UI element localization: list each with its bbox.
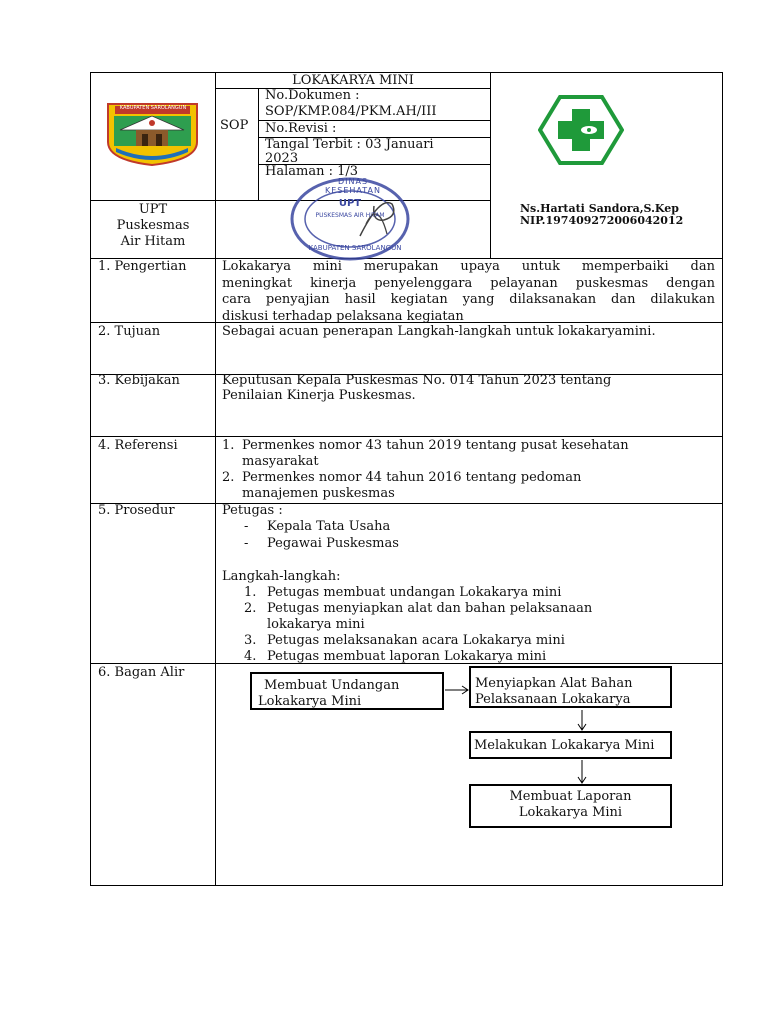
regency-logo-text: KABUPATEN SAROLANGUN	[119, 105, 187, 111]
flow-arrow-down-1	[578, 710, 586, 730]
step-text: Petugas membuat laporan Lokakarya mini	[267, 649, 547, 664]
petugas-dash: -	[244, 519, 249, 534]
flow-arrows	[440, 680, 600, 790]
step-number: 3.	[244, 633, 257, 648]
referensi-item-2: Permenkes nomor 44 tahun 2016 tentang pedoman	[242, 470, 582, 485]
flow-box-line: Membuat Undangan	[264, 678, 400, 693]
referensi-item-2-cont: manajemen puskesmas	[242, 486, 395, 501]
sop-divider	[258, 88, 259, 200]
doc-title: LOKAKARYA MINI	[292, 73, 414, 88]
flow-box-laporan	[469, 784, 672, 828]
stamp-bottom-text: KABUPATEN SAROLANGUN	[308, 244, 402, 252]
section-label-bagan-alir: 6. Bagan Alir	[98, 665, 185, 680]
flow-box-line: Membuat Laporan	[509, 789, 632, 804]
petugas-dash: -	[244, 536, 249, 551]
kebijakan-line2: Penilaian Kinerja Puskesmas.	[222, 388, 416, 403]
flow-box-line: Melakukan Lokakarya Mini	[474, 738, 655, 753]
sop-label: SOP	[220, 118, 249, 133]
petugas-label: Petugas :	[222, 503, 283, 518]
signer-nip: NIP.197409272006042012	[520, 214, 684, 227]
pengertian-line: diskusi terhadap pelaksana kegiatan	[222, 308, 464, 324]
signer-name: Ns.Hartati Sandora,S.Kep	[520, 202, 679, 215]
health-cross-logo	[538, 95, 624, 165]
step-text: Petugas melaksanakan acara Lokakarya mini	[267, 633, 565, 648]
langkah-label: Langkah-langkah:	[222, 569, 341, 584]
referensi-item-1-cont: masyarakat	[242, 454, 319, 469]
step-text-cont: lokakarya mini	[267, 617, 365, 632]
referensi-item-number: 2.	[222, 470, 235, 485]
pengertian-line: Lokakarya mini merupakan upaya untuk memperbaiki dan	[222, 259, 715, 274]
section-label-pengertian: 1. Pengertian	[98, 259, 187, 274]
border-left	[90, 72, 91, 886]
issue-date: Tangal Terbit : 03 Januari	[265, 137, 434, 152]
revision-number: No.Revisi :	[265, 121, 337, 136]
header-right-divider	[490, 72, 491, 258]
border-right	[722, 72, 723, 886]
regency-logo	[106, 102, 199, 166]
flow-arrow-right	[445, 686, 468, 694]
pengertian-text	[222, 259, 715, 325]
org-name-line3: Air Hitam	[120, 234, 186, 249]
column-divider	[215, 72, 216, 886]
step-number: 1.	[244, 585, 257, 600]
section-label-kebijakan: 3. Kebijakan	[98, 373, 180, 388]
stamp-middle-text: PUSKESMAS AIR HITAM	[315, 212, 385, 219]
step-number: 2.	[244, 601, 257, 616]
flow-box-line: Pelaksanaan Lokakarya	[475, 692, 631, 707]
flow-box-line: Menyiapkan Alat Bahan	[475, 676, 633, 691]
step-number: 4.	[244, 649, 257, 664]
border-bottom	[90, 885, 723, 886]
step-text: Petugas menyiapkan alat dan bahan pelaksanaan	[267, 601, 593, 616]
section-label-prosedur: 5. Prosedur	[98, 503, 175, 518]
section-sep-4	[90, 436, 723, 437]
referensi-item-number: 1.	[222, 438, 235, 453]
pengertian-line: meningkat kinerja penyelenggara pelayanan puskesmas dengan	[222, 275, 715, 291]
page-number: Halaman : 1/3	[265, 164, 359, 179]
stamp-center-text: UPT	[338, 198, 362, 209]
referensi-item-1: Permenkes nomor 43 tahun 2019 tentang pusat kesehatan	[242, 438, 629, 453]
issue-date-year: 2023	[265, 151, 299, 166]
flow-box-line: Lokakarya Mini	[518, 805, 623, 820]
doc-number-value: SOP/KMP.084/PKM.AH/III	[265, 104, 437, 119]
petugas-item: Kepala Tata Usaha	[267, 519, 391, 534]
org-name-line2: Puskesmas	[116, 218, 190, 233]
section-label-tujuan: 2. Tujuan	[98, 324, 161, 339]
tujuan-text: Sebagai acuan penerapan Langkah-langkah untuk lokakaryamini.	[222, 324, 656, 339]
flow-arrow-down-2	[578, 760, 586, 783]
step-text: Petugas membuat undangan Lokakarya mini	[267, 585, 562, 600]
section-sep-5	[90, 503, 723, 504]
flow-box-undangan	[250, 672, 444, 710]
pengertian-line: cara penyajian hasil kegiatan yang dilaksanakan dan dilakukan	[222, 292, 715, 307]
stamp-top-text: DINAS KESEHATAN	[324, 177, 382, 195]
section-label-referensi: 4. Referensi	[98, 438, 178, 453]
kebijakan-line1: Keputusan Kepala Puskesmas No. 014 Tahun 2023 tentang	[222, 373, 612, 388]
flow-box-line: Lokakarya Mini	[258, 694, 362, 709]
org-name-line1: UPT	[138, 202, 168, 217]
doc-number-label: No.Dokumen :	[265, 88, 360, 103]
petugas-item: Pegawai Puskesmas	[267, 536, 399, 551]
